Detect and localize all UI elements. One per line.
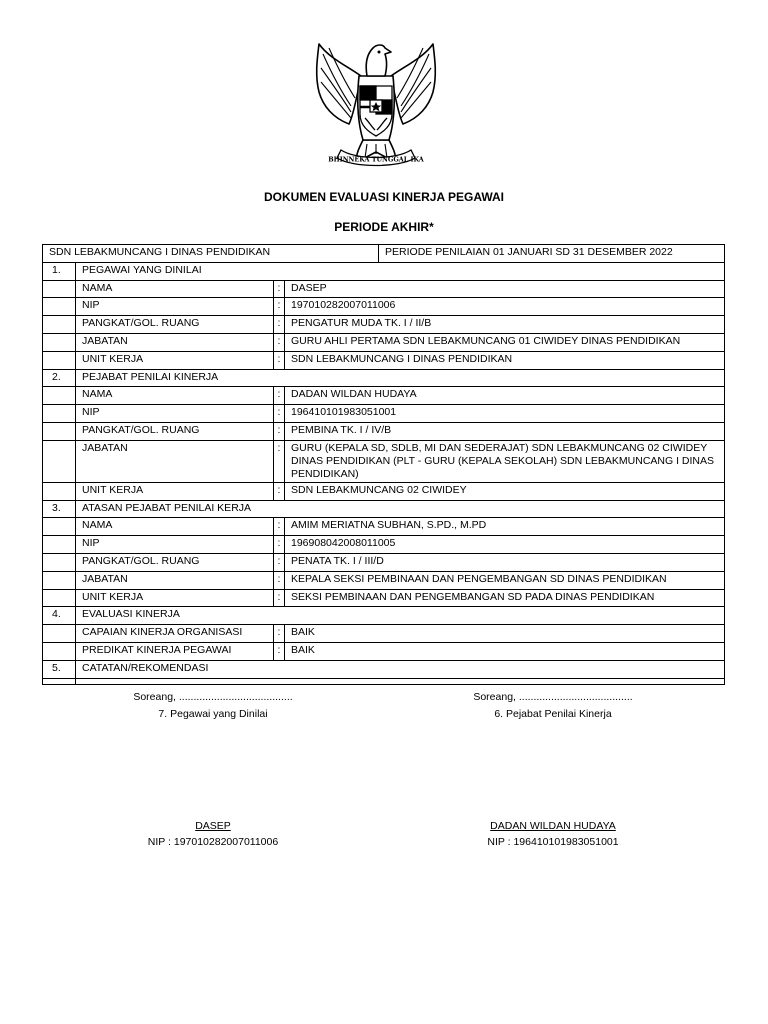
section-title: EVALUASI KINERJA [76, 607, 725, 625]
row-separator: : [274, 405, 285, 423]
row-separator: : [274, 280, 285, 298]
table-row [43, 536, 725, 554]
row-separator: : [274, 422, 285, 440]
recommendation-empty-row [43, 678, 725, 684]
evaluation-table [42, 244, 725, 685]
row-value: SDN LEBAKMUNCANG 02 CIWIDEY [285, 482, 725, 500]
table-row [43, 518, 725, 536]
row-value: SDN LEBAKMUNCANG I DINAS PENDIDIKAN [285, 351, 725, 369]
row-label: NIP [76, 536, 274, 554]
table-row [43, 333, 725, 351]
left-signer-role: 7. Pegawai yang Dinilai [158, 708, 268, 720]
row-separator: : [274, 333, 285, 351]
section-title: PEGAWAI YANG DINILAI [76, 262, 725, 280]
row-separator: : [274, 298, 285, 316]
emblem-motto: BHINNEKA TUNGGAL IKA [328, 155, 424, 164]
table-row [43, 440, 725, 482]
row-value: KEPALA SEKSI PEMBINAAN DAN PENGEMBANGAN SD DINAS PENDIDIKAN [285, 571, 725, 589]
right-place-date: Soreang, ....................................... [473, 691, 633, 703]
row-label: PANGKAT/GOL. RUANG [76, 316, 274, 334]
table-row [43, 280, 725, 298]
row-separator: : [274, 518, 285, 536]
section-title-row [43, 262, 725, 280]
row-label: NAMA [76, 387, 274, 405]
row-value: AMIM MERIATNA SUBHAN, S.PD., M.PD [285, 518, 725, 536]
row-value: PENGATUR MUDA TK. I / II/B [285, 316, 725, 334]
table-row [43, 553, 725, 571]
row-value: DADAN WILDAN HUDAYA [285, 387, 725, 405]
row-separator: : [274, 482, 285, 500]
row-label: NAMA [76, 518, 274, 536]
left-place-date: Soreang, ....................................... [133, 691, 293, 703]
row-separator: : [274, 536, 285, 554]
row-value: DASEP [285, 280, 725, 298]
row-separator: : [274, 642, 285, 660]
table-row [43, 482, 725, 500]
table-row [43, 642, 725, 660]
garuda-pancasila-emblem-icon [311, 36, 441, 170]
row-separator: : [274, 440, 285, 482]
unit-cell: SDN LEBAKMUNCANG I DINAS PENDIDIKAN [43, 245, 379, 263]
section-title-row [43, 369, 725, 387]
row-separator: : [274, 589, 285, 607]
row-label: JABATAN [76, 440, 274, 482]
row-value: GURU (KEPALA SD, SDLB, MI DAN SEDERAJAT) SDN LEBAKMUNCANG 02 CIWIDEY DINAS PENDIDIKAN (PLT - GURU (KEPALA SEKOLAH) SDN LEBAKMUNCANG I DINAS PENDIDIKAN) [285, 440, 725, 482]
row-label: PANGKAT/GOL. RUANG [76, 553, 274, 571]
section-number: 4. [43, 607, 76, 625]
section-number: 3. [43, 500, 76, 518]
section-title: PEJABAT PENILAI KINERJA [76, 369, 725, 387]
table-row [43, 405, 725, 423]
table-row [43, 298, 725, 316]
table-row [43, 571, 725, 589]
row-label: PANGKAT/GOL. RUANG [76, 422, 274, 440]
left-signer-nip: NIP : 197010282007011006 [147, 836, 279, 848]
row-value: BAIK [285, 642, 725, 660]
row-separator: : [274, 316, 285, 334]
document-subtitle: PERIODE AKHIR* [334, 220, 434, 234]
row-value: GURU AHLI PERTAMA SDN LEBAKMUNCANG 01 CIWIDEY DINAS PENDIDIKAN [285, 333, 725, 351]
table-row [43, 351, 725, 369]
section-number: 5. [43, 660, 76, 678]
table-row [43, 422, 725, 440]
document-title: DOKUMEN EVALUASI KINERJA PEGAWAI [263, 190, 505, 204]
row-label: UNIT KERJA [76, 482, 274, 500]
table-header-row [43, 245, 725, 263]
left-signer-name: DASEP [195, 820, 231, 832]
row-label: NIP [76, 405, 274, 423]
row-separator: : [274, 571, 285, 589]
row-label: UNIT KERJA [76, 589, 274, 607]
section-title: CATATAN/REKOMENDASI [76, 660, 725, 678]
row-separator: : [274, 625, 285, 643]
table-row [43, 316, 725, 334]
section-title-row [43, 660, 725, 678]
section-number: 2. [43, 369, 76, 387]
section-number: 1. [43, 262, 76, 280]
row-value: 196908042008011005 [285, 536, 725, 554]
row-separator: : [274, 387, 285, 405]
row-label: NIP [76, 298, 274, 316]
row-value: 197010282007011006 [285, 298, 725, 316]
right-signer-nip: NIP : 196410101983051001 [487, 836, 619, 848]
row-label: JABATAN [76, 571, 274, 589]
periode-cell: PERIODE PENILAIAN 01 JANUARI SD 31 DESEMBER 2022 [379, 245, 725, 263]
table-row [43, 625, 725, 643]
table-row [43, 387, 725, 405]
right-signer-role: 6. Pejabat Penilai Kinerja [494, 708, 612, 720]
row-label: CAPAIAN KINERJA ORGANISASI [76, 625, 274, 643]
row-separator: : [274, 553, 285, 571]
section-title-row [43, 607, 725, 625]
row-value: SEKSI PEMBINAAN DAN PENGEMBANGAN SD PADA DINAS PENDIDIKAN [285, 589, 725, 607]
right-signer-name: DADAN WILDAN HUDAYA [490, 820, 616, 832]
row-label: UNIT KERJA [76, 351, 274, 369]
section-title: ATASAN PEJABAT PENILAI KERJA [76, 500, 725, 518]
row-value: BAIK [285, 625, 725, 643]
row-label: JABATAN [76, 333, 274, 351]
row-value: PEMBINA TK. I / IV/B [285, 422, 725, 440]
table-row [43, 589, 725, 607]
row-separator: : [274, 351, 285, 369]
row-label: PREDIKAT KINERJA PEGAWAI [76, 642, 274, 660]
row-value: PENATA TK. I / III/D [285, 553, 725, 571]
row-value: 196410101983051001 [285, 405, 725, 423]
row-label: NAMA [76, 280, 274, 298]
section-title-row [43, 500, 725, 518]
